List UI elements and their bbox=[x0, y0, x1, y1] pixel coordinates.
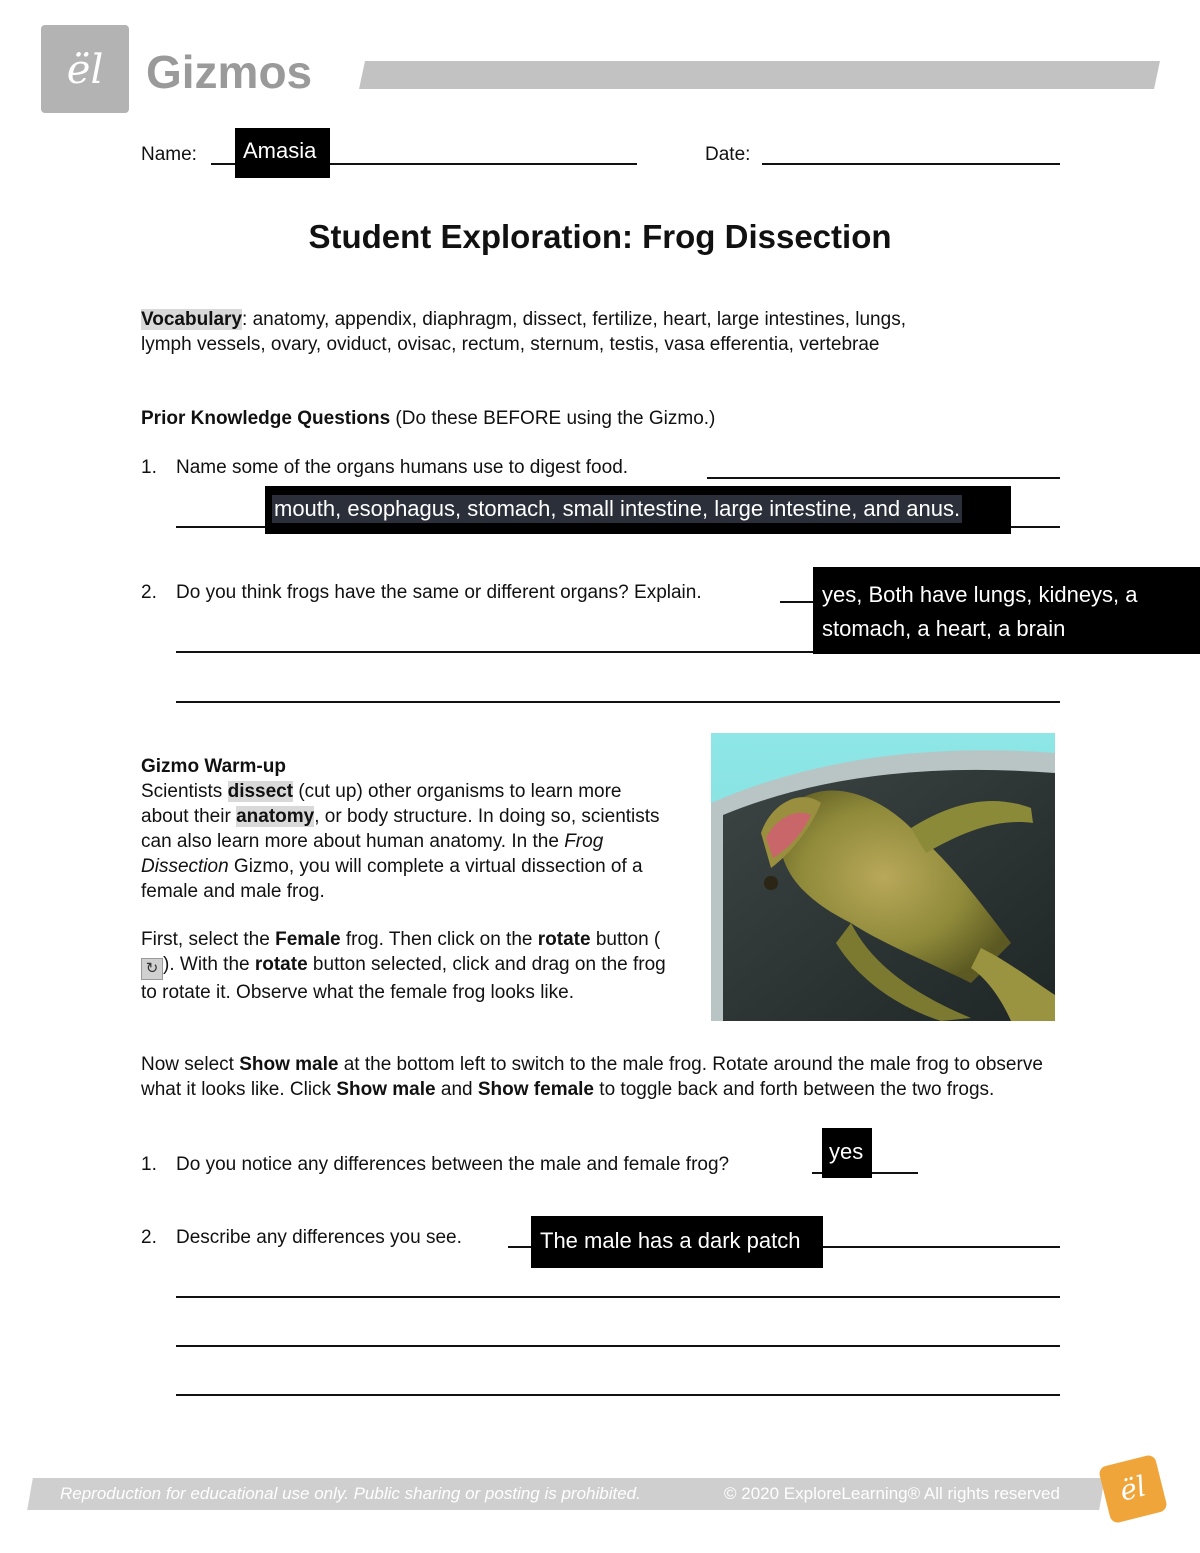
prior-q2-line-3 bbox=[176, 701, 1060, 703]
warmup-q2-answer-box[interactable] bbox=[531, 1216, 823, 1268]
text-run: Show female bbox=[477, 1079, 595, 1100]
prior-q2-answer-line-2: stomach, a heart, a brain bbox=[822, 616, 1066, 641]
date-field[interactable] bbox=[762, 163, 1060, 165]
text-run: button ( bbox=[590, 929, 661, 950]
prior-q2-answer-box[interactable] bbox=[813, 567, 1200, 654]
warmup-heading: Gizmo Warm-up bbox=[141, 756, 286, 777]
name-label: Name: bbox=[141, 144, 197, 165]
footer-notice: Reproduction for educational use only. Public sharing or posting is prohibited. bbox=[60, 1484, 641, 1503]
rotate-icon: ↻ bbox=[141, 958, 163, 980]
prior-heading-text: Prior Knowledge Questions bbox=[141, 408, 391, 429]
text-run: dissect bbox=[227, 781, 294, 802]
frog-illustration bbox=[711, 733, 1055, 1021]
text-run: First, select the bbox=[141, 929, 276, 950]
prior-q2-number: 2. bbox=[141, 582, 157, 603]
prior-q1-number: 1. bbox=[141, 457, 157, 478]
text-run: at the bottom left to switch to the male frog. Rotate around the male frog to observe what it looks like. Click bbox=[141, 1054, 1043, 1100]
text-run: rotate bbox=[537, 929, 591, 950]
brand-title: Gizmos bbox=[146, 46, 313, 98]
text-run: Frog Dissection bbox=[141, 831, 604, 877]
text-run: frog. Then click on the bbox=[340, 929, 538, 950]
vocabulary-label: Vocabulary bbox=[141, 309, 243, 330]
warmup-q2-line-3 bbox=[176, 1345, 1060, 1347]
logo-badge bbox=[41, 25, 129, 113]
vocabulary-line-1 bbox=[141, 307, 906, 332]
prior-q1-line-1 bbox=[707, 477, 1060, 479]
text-run: , or body structure. In doing so, scientists can also learn more about human anatomy. In the bbox=[141, 806, 660, 852]
text-run: button selected, click and drag on the frog to rotate it. Observe what the female frog looks like. bbox=[141, 954, 666, 1003]
warmup-q2-line-2 bbox=[176, 1296, 1060, 1298]
warmup-q1-text: Do you notice any differences between the male and female frog? bbox=[176, 1154, 730, 1175]
warmup-q2-text: Describe any differences you see. bbox=[176, 1227, 462, 1248]
text-run: (cut up) other organisms to learn more about their bbox=[141, 781, 622, 827]
text-run: Scientists bbox=[141, 781, 228, 802]
text-run: Show male bbox=[239, 1054, 339, 1075]
text-run: anatomy bbox=[236, 806, 315, 827]
text-run: Female bbox=[275, 929, 341, 950]
prior-q1-answer: mouth, esophagus, stomach, small intestine, large intestine, and anus. bbox=[274, 496, 961, 521]
vocabulary-terms-1: : anatomy, appendix, diaphragm, dissect, fertilize, heart, large intestines, lungs, bbox=[242, 309, 906, 330]
prior-knowledge-heading bbox=[141, 406, 715, 431]
frog-image bbox=[711, 733, 1055, 1021]
warmup-q1-number: 1. bbox=[141, 1154, 157, 1175]
prior-q2-text: Do you think frogs have the same or different organs? Explain. bbox=[176, 582, 702, 603]
text-run: to toggle back and forth between the two frogs. bbox=[594, 1079, 995, 1100]
vocabulary-line-2: lymph vessels, ovary, oviduct, ovisac, rectum, sternum, testis, vasa efferentia, vertebrae bbox=[141, 334, 880, 355]
prior-q2-line-1 bbox=[780, 601, 815, 603]
warmup-paragraph-1 bbox=[141, 779, 671, 904]
footer-logo bbox=[1098, 1454, 1168, 1524]
prior-q1-answer-box[interactable] bbox=[265, 486, 1011, 534]
prior-q1-text: Name some of the organs humans use to digest food. bbox=[176, 457, 629, 478]
prior-q2-answer-line-1: yes, Both have lungs, kidneys, a bbox=[822, 582, 1138, 607]
warmup-q1-answer-box[interactable] bbox=[822, 1128, 872, 1178]
header bbox=[0, 0, 1200, 120]
footer-logo-glyph: ël bbox=[1116, 1469, 1150, 1508]
page-title: Student Exploration: Frog Dissection bbox=[308, 218, 892, 255]
date-label: Date: bbox=[705, 144, 751, 165]
name-field[interactable] bbox=[235, 128, 330, 178]
warmup-q1-answer: yes bbox=[829, 1139, 864, 1164]
text-run: Now select bbox=[141, 1054, 240, 1075]
logo-glyph: ël bbox=[66, 47, 104, 93]
text-run: Gizmo, you will complete a virtual dissection of a female and male frog. bbox=[141, 856, 643, 902]
warmup-paragraph-3 bbox=[141, 1052, 1071, 1102]
header-bar bbox=[359, 61, 1160, 89]
warmup-paragraph-2 bbox=[141, 927, 671, 1005]
warmup-q2-line-4 bbox=[176, 1394, 1060, 1396]
text-run: Show male bbox=[336, 1079, 436, 1100]
warmup-q2-answer: The male has a dark patch bbox=[540, 1228, 801, 1253]
name-value: Amasia bbox=[243, 138, 317, 163]
text-run: and bbox=[435, 1079, 478, 1100]
text-run: rotate bbox=[254, 954, 308, 975]
text-run: ). With the bbox=[163, 954, 255, 975]
footer-copyright: © 2020 ExploreLearning® All rights reserved bbox=[724, 1484, 1060, 1503]
prior-note: (Do these BEFORE using the Gizmo.) bbox=[390, 408, 716, 429]
warmup-q2-number: 2. bbox=[141, 1227, 157, 1248]
